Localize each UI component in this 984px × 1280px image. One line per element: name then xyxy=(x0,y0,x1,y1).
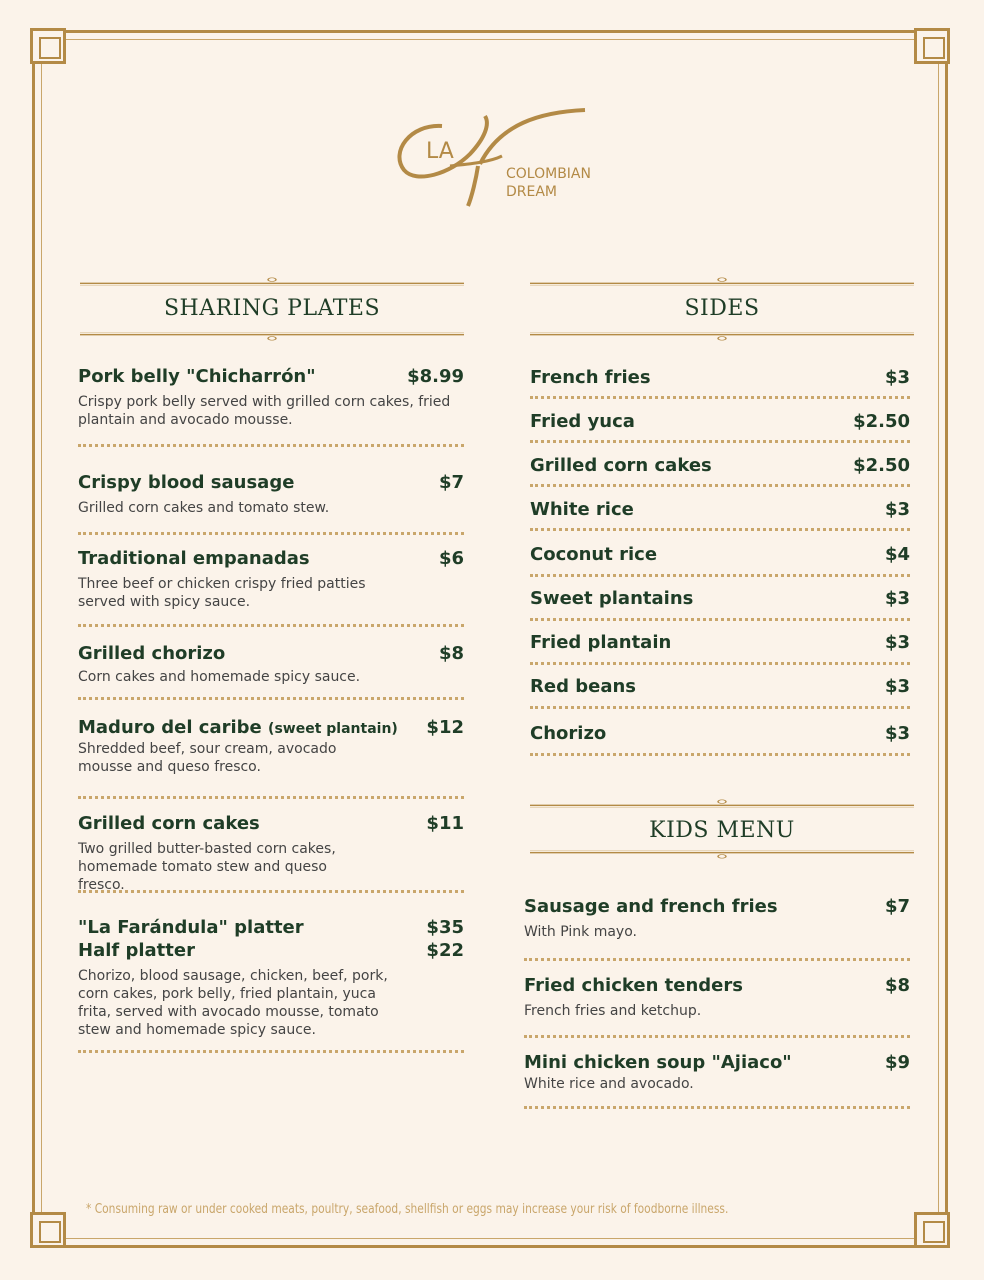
menu-item xyxy=(530,588,910,609)
item-description: Grilled corn cakes and tomato stew. xyxy=(78,500,330,516)
item-name: Pork belly "Chicharrón" xyxy=(78,366,316,387)
menu-item xyxy=(530,544,910,565)
divider xyxy=(78,444,464,447)
item-price: $8.99 xyxy=(407,366,464,387)
item-name: Crispy blood sausage xyxy=(78,472,295,493)
menu-item xyxy=(524,896,910,941)
menu-item xyxy=(530,632,910,653)
section-title: SHARING PLATES xyxy=(163,296,381,321)
menu-item xyxy=(78,917,464,1039)
item-price: $8 xyxy=(438,643,464,664)
item-price: $2.50 xyxy=(853,455,910,476)
item-name: Mini chicken soup "Ajiaco" xyxy=(524,1052,792,1073)
item-description: Three beef or chicken crispy fried patties served with spicy sauce. xyxy=(78,576,366,610)
kids-menu-header xyxy=(528,798,916,870)
divider xyxy=(524,958,910,961)
menu-item xyxy=(78,472,464,517)
menu-item xyxy=(530,455,910,476)
item-name: Sausage and french fries xyxy=(524,896,778,917)
ornament-top xyxy=(528,276,916,286)
sharing-plates-header xyxy=(78,276,466,348)
item-name: White rice xyxy=(530,499,634,520)
divider xyxy=(78,890,464,893)
item-price: $11 xyxy=(426,813,464,834)
divider xyxy=(524,1035,910,1038)
item-description: With Pink mayo. xyxy=(524,924,637,940)
item-price: $4 xyxy=(884,544,910,565)
item-price: $7 xyxy=(438,472,464,493)
item-price: $9 xyxy=(884,1052,910,1073)
item-price: $3 xyxy=(884,499,910,520)
item-price: $7 xyxy=(884,896,910,917)
item-name: Grilled corn cakes xyxy=(78,813,260,834)
item-price: $3 xyxy=(884,723,910,744)
item-name: Fried yuca xyxy=(530,411,635,432)
divider xyxy=(530,484,910,487)
menu-item xyxy=(530,676,910,697)
item-name: Sweet plantains xyxy=(530,588,694,609)
divider xyxy=(78,624,464,627)
ornament-bottom xyxy=(528,850,916,860)
item-price: $3 xyxy=(884,588,910,609)
logo-text-colombian: COLOMBIAN xyxy=(506,166,591,182)
menu-item xyxy=(78,643,464,686)
item-name: Grilled chorizo xyxy=(78,643,226,664)
menu-item xyxy=(78,548,464,611)
item-name: Coconut rice xyxy=(530,544,658,565)
corner-ornament xyxy=(914,1212,950,1248)
divider xyxy=(530,706,910,709)
item-price: $22 xyxy=(426,940,464,961)
divider xyxy=(524,1106,910,1109)
item-description: Chorizo, blood sausage, chicken, beef, pork, corn cakes, pork belly, fried plantain, yuca frita, served with avocado mousse, tomato stew and homemade spicy sauce. xyxy=(78,968,388,1038)
divider xyxy=(78,697,464,700)
ornament-top xyxy=(78,276,466,286)
ornament-top xyxy=(528,798,916,808)
item-name: Grilled corn cakes xyxy=(530,455,712,476)
divider xyxy=(78,1050,464,1053)
item-name: Chorizo xyxy=(530,723,607,744)
corner-ornament xyxy=(30,1212,66,1248)
item-description: Crispy pork belly served with grilled corn cakes, fried plantain and avocado mousse. xyxy=(78,394,451,428)
menu-item xyxy=(530,499,910,520)
restaurant-logo xyxy=(390,104,600,214)
divider xyxy=(530,396,910,399)
item-description: Corn cakes and homemade spicy sauce. xyxy=(78,669,361,685)
item-price: $3 xyxy=(884,676,910,697)
item-price: $12 xyxy=(426,717,464,738)
item-name: Fried plantain xyxy=(530,632,672,653)
item-price: $3 xyxy=(884,632,910,653)
menu-item xyxy=(530,411,910,432)
divider xyxy=(530,753,910,756)
item-price: $35 xyxy=(426,917,464,938)
item-name: Red beans xyxy=(530,676,636,697)
divider xyxy=(530,440,910,443)
menu-item xyxy=(530,723,910,744)
item-price: $3 xyxy=(884,367,910,388)
menu-item xyxy=(524,1052,910,1093)
logo-text-la: LA xyxy=(426,139,454,164)
item-name: Fried chicken tenders xyxy=(524,975,743,996)
corner-ornament xyxy=(30,28,66,64)
menu-item xyxy=(78,717,464,776)
section-title: KIDS MENU xyxy=(649,818,795,843)
divider xyxy=(530,574,910,577)
item-name: Traditional empanadas xyxy=(78,548,310,569)
item-name: Maduro del caribe xyxy=(78,717,262,738)
logo-text-dream: DREAM xyxy=(506,184,558,200)
menu-item xyxy=(78,813,464,894)
item-description: Shredded beef, sour cream, avocado mousse and queso fresco. xyxy=(78,741,337,775)
menu-item xyxy=(78,366,464,429)
health-disclaimer: * Consuming raw or under cooked meats, poultry, seafood, shellfish or eggs may increase your risk of foodborne illness. xyxy=(86,1202,729,1217)
item-name: French fries xyxy=(530,367,651,388)
menu-item xyxy=(524,975,910,1020)
divider xyxy=(78,796,464,799)
menu-item xyxy=(530,367,910,388)
divider xyxy=(530,618,910,621)
item-description: Two grilled butter-basted corn cakes, homemade tomato stew and queso fresco. xyxy=(78,841,336,893)
corner-ornament xyxy=(914,28,950,64)
item-price: $6 xyxy=(438,548,464,569)
sides-header xyxy=(528,276,916,348)
item-price: $8 xyxy=(884,975,910,996)
item-name: Half platter xyxy=(78,940,195,961)
item-description: French fries and ketchup. xyxy=(524,1003,702,1019)
divider xyxy=(78,532,464,535)
item-description: White rice and avocado. xyxy=(524,1076,694,1092)
item-name: "La Farándula" platter xyxy=(78,917,304,938)
item-price: $2.50 xyxy=(853,411,910,432)
section-title: SIDES xyxy=(684,296,760,321)
ornament-bottom xyxy=(528,332,916,342)
item-name-note: (sweet plantain) xyxy=(268,721,398,737)
divider xyxy=(530,528,910,531)
ornament-bottom xyxy=(78,332,466,342)
divider xyxy=(530,662,910,665)
